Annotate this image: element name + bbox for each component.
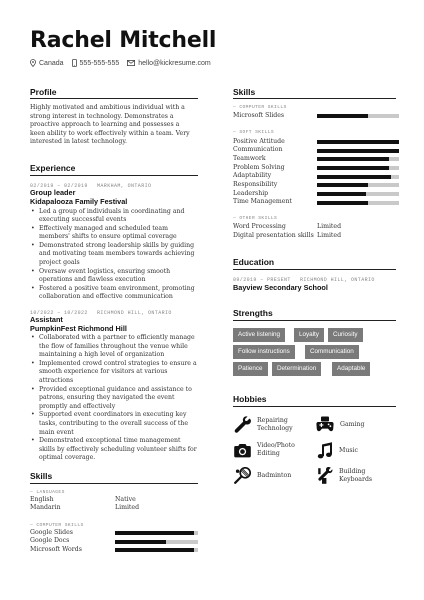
list-item: • Supported event coordinators in executing key tasks, contributing to the overall success of the main event [30, 411, 198, 437]
education-school: Bayview Secondary School [233, 282, 328, 292]
skill-name: Teamwork [233, 154, 266, 162]
skill-level-bar [317, 166, 399, 170]
hobbies-rule [233, 406, 396, 407]
skill-level-bar [317, 114, 399, 118]
soft-skill-row [233, 138, 399, 147]
skill-level-fill [317, 175, 391, 179]
phone-icon [72, 59, 77, 67]
strength-tag: Patience [233, 362, 268, 376]
hobby-item [317, 467, 389, 484]
list-item: • Demonstrated exceptional time management skills by effectively scheduling volunteer shifts for optimal coverage. [30, 437, 198, 463]
hobbies-heading: Hobbies [233, 394, 267, 404]
computer-skill-row [30, 537, 198, 546]
skill-level-bar [115, 531, 198, 535]
computer-skill-row [233, 112, 399, 121]
skill-name: Microsoft Slides [233, 112, 285, 119]
wrench-icon [234, 416, 251, 433]
soft-skill-row [233, 190, 399, 199]
strengths-rule [233, 320, 396, 321]
profile-rule [30, 98, 198, 99]
badminton-icon [234, 467, 251, 484]
hobby-item [317, 442, 389, 459]
job-1-dates: 02/2019 – 02/2019 [30, 183, 88, 189]
contact-location [30, 59, 64, 67]
skill-name: Word Processing [233, 223, 286, 230]
list-item: • Implemented crowd control strategies to ensure a smooth experience for visitors at various attractions [30, 360, 198, 386]
skill-level-fill [317, 157, 389, 161]
skill-level-fill [115, 548, 194, 552]
skill-level-bar [317, 149, 399, 153]
skill-level-fill [317, 201, 368, 205]
email-text[interactable]: hello@kickresume.com [138, 59, 211, 67]
music-icon [317, 442, 333, 459]
contact-line [30, 59, 219, 67]
skill-level-bar [317, 140, 399, 144]
skill-name: Google Slides [30, 528, 73, 536]
strength-tag: Loyalty [294, 328, 324, 342]
skill-level-fill [317, 192, 366, 196]
language-name: Mandarin [30, 504, 61, 512]
email-icon [127, 60, 135, 66]
computer-skills-label-left: — COMPUTER SKILLS [30, 522, 84, 528]
soft-skill-row [233, 155, 399, 164]
profile-heading: Profile [30, 87, 57, 97]
location-text: Canada [39, 59, 64, 67]
list-item: • Led a group of individuals in coordinating and executing successful events [30, 208, 198, 225]
skill-level: Limited [317, 231, 342, 239]
skill-name: Positive Attitude [233, 137, 285, 145]
skill-level-bar [317, 192, 399, 196]
job-2-role: Assistant [30, 315, 63, 324]
skill-name: Digital presentation skills [233, 231, 314, 239]
job-1-bullets [30, 208, 198, 303]
skill-level-bar [317, 183, 399, 187]
list-item: • Collaborated with a partner to efficiently manage the flow of families throughout the venue while maintaining a high level of organization [30, 334, 198, 360]
tools-icon [317, 467, 333, 484]
list-item: • Oversaw event logistics, ensuring smooth operations and flawless execution [30, 268, 198, 285]
skill-level-bar [317, 175, 399, 179]
strengths-heading: Strengths [233, 308, 273, 318]
list-item: • Provided exceptional guidance and assistance to patrons, ensuring they navigated the event promptly and effectively [30, 386, 198, 412]
other-skill-row [233, 232, 396, 241]
hobby-item [234, 416, 311, 433]
skill-level-bar [115, 540, 198, 544]
skill-level-fill [317, 149, 399, 153]
other-skill-row [233, 223, 396, 232]
education-heading: Education [233, 257, 275, 267]
skill-level-bar [317, 157, 399, 161]
job-1-role: Group leader [30, 188, 76, 197]
skill-name: Responsibility [233, 181, 278, 188]
hobby-label: Repairing Technology [257, 416, 293, 432]
hobby-label: Badminton [257, 471, 292, 479]
hobby-label: Gaming [340, 420, 365, 428]
skill-level-fill [317, 166, 389, 170]
gamepad-icon [316, 416, 334, 433]
computer-skill-row [30, 529, 198, 538]
computer-skill-row [30, 546, 198, 555]
skill-name: Problem Solving [233, 163, 285, 171]
education-location: RICHMOND HILL, ONTARIO [300, 277, 375, 283]
skill-level-fill [317, 183, 368, 187]
experience-heading: Experience [30, 163, 76, 173]
strength-tag: Determination [272, 362, 321, 376]
job-2-bullets [30, 334, 198, 463]
hobby-item [316, 416, 390, 433]
skills-right-heading: Skills [233, 87, 256, 97]
strength-tag: Curiosity [328, 328, 363, 342]
languages-label: — LANGUAGES [30, 489, 65, 495]
job-1-org: Kidapalooza Family Festival [30, 196, 128, 206]
skill-level-fill [115, 531, 194, 535]
other-skills-label: — OTHER SKILLS [233, 216, 278, 221]
strength-tag: Follow instructions [233, 345, 295, 359]
language-level: Limited [115, 504, 140, 512]
skill-name: Adaptability [233, 172, 272, 180]
skills-right-rule [233, 98, 396, 99]
skill-name: Communication [233, 146, 283, 154]
job-2-dates: 10/2022 – 10/2022 [30, 310, 88, 316]
camera-icon [234, 443, 251, 458]
soft-skill-row [233, 172, 399, 181]
skill-level-fill [317, 114, 368, 118]
skill-name: Google Docs [30, 537, 70, 545]
location-pin-icon [30, 59, 36, 67]
strength-tag: Active listening [233, 328, 285, 342]
soft-skill-row [233, 146, 399, 155]
job-2-location: RICHMOND HILL, ONTARIO [97, 310, 172, 316]
education-dates: 09/2019 – PRESENT [233, 277, 291, 283]
hobby-label: Video/Photo Editing [257, 442, 295, 457]
skill-level-bar [317, 201, 399, 205]
contact-phone [72, 59, 120, 67]
language-name: English [30, 495, 54, 503]
hobby-label: Building Keyboards [339, 467, 373, 483]
soft-skill-row [233, 181, 399, 190]
skill-level-fill [115, 540, 166, 544]
strength-tag: Adaptable [332, 362, 370, 376]
soft-skills-label: — SOFT SKILLS [233, 130, 275, 135]
soft-skill-row [233, 198, 399, 207]
computer-skills-label-right: — COMPUTER SKILLS [233, 105, 287, 110]
profile-text: Highly motivated and ambitious individual with a strong interest in technology. Demonstrates a proactive approach to learning and possesses a keen ability to work effectively within a team. Very interested in latest technology. [30, 104, 190, 146]
language-row-english [30, 496, 198, 505]
job-1-location: MARKHAM, ONTARIO [97, 183, 152, 189]
job-2-org: PumpkinFest Richmond Hill [30, 323, 127, 333]
hobby-label: Music [339, 446, 358, 454]
list-item: • Fostered a positive team environment, promoting collaboration and effective communication [30, 285, 198, 302]
skill-name: Time Management [233, 198, 292, 206]
language-row-mandarin [30, 504, 198, 513]
education-rule [233, 269, 396, 270]
hobby-item [234, 467, 311, 484]
list-item: • Demonstrated strong leadership skills by guiding and motivating team members towards achieving project goals [30, 242, 198, 268]
skill-name: Microsoft Words [30, 545, 82, 553]
skills-left-rule [30, 483, 198, 484]
hobby-item [234, 442, 311, 458]
contact-email[interactable] [127, 60, 210, 67]
candidate-name: Rachel Mitchell [30, 28, 217, 53]
language-level: Native [115, 495, 136, 503]
strength-tag: Communication [305, 345, 359, 359]
skill-name: Leadership [233, 189, 269, 197]
skill-level-bar [115, 548, 198, 552]
skills-left-heading: Skills [30, 471, 53, 481]
phone-text: 555-555-555 [79, 59, 120, 67]
experience-rule [30, 175, 198, 176]
skill-level-fill [317, 140, 399, 144]
soft-skill-row [233, 164, 399, 173]
skill-level: Limited [317, 223, 342, 230]
list-item: • Effectively managed and scheduled team members' shifts to ensure optimal coverage [30, 225, 198, 242]
